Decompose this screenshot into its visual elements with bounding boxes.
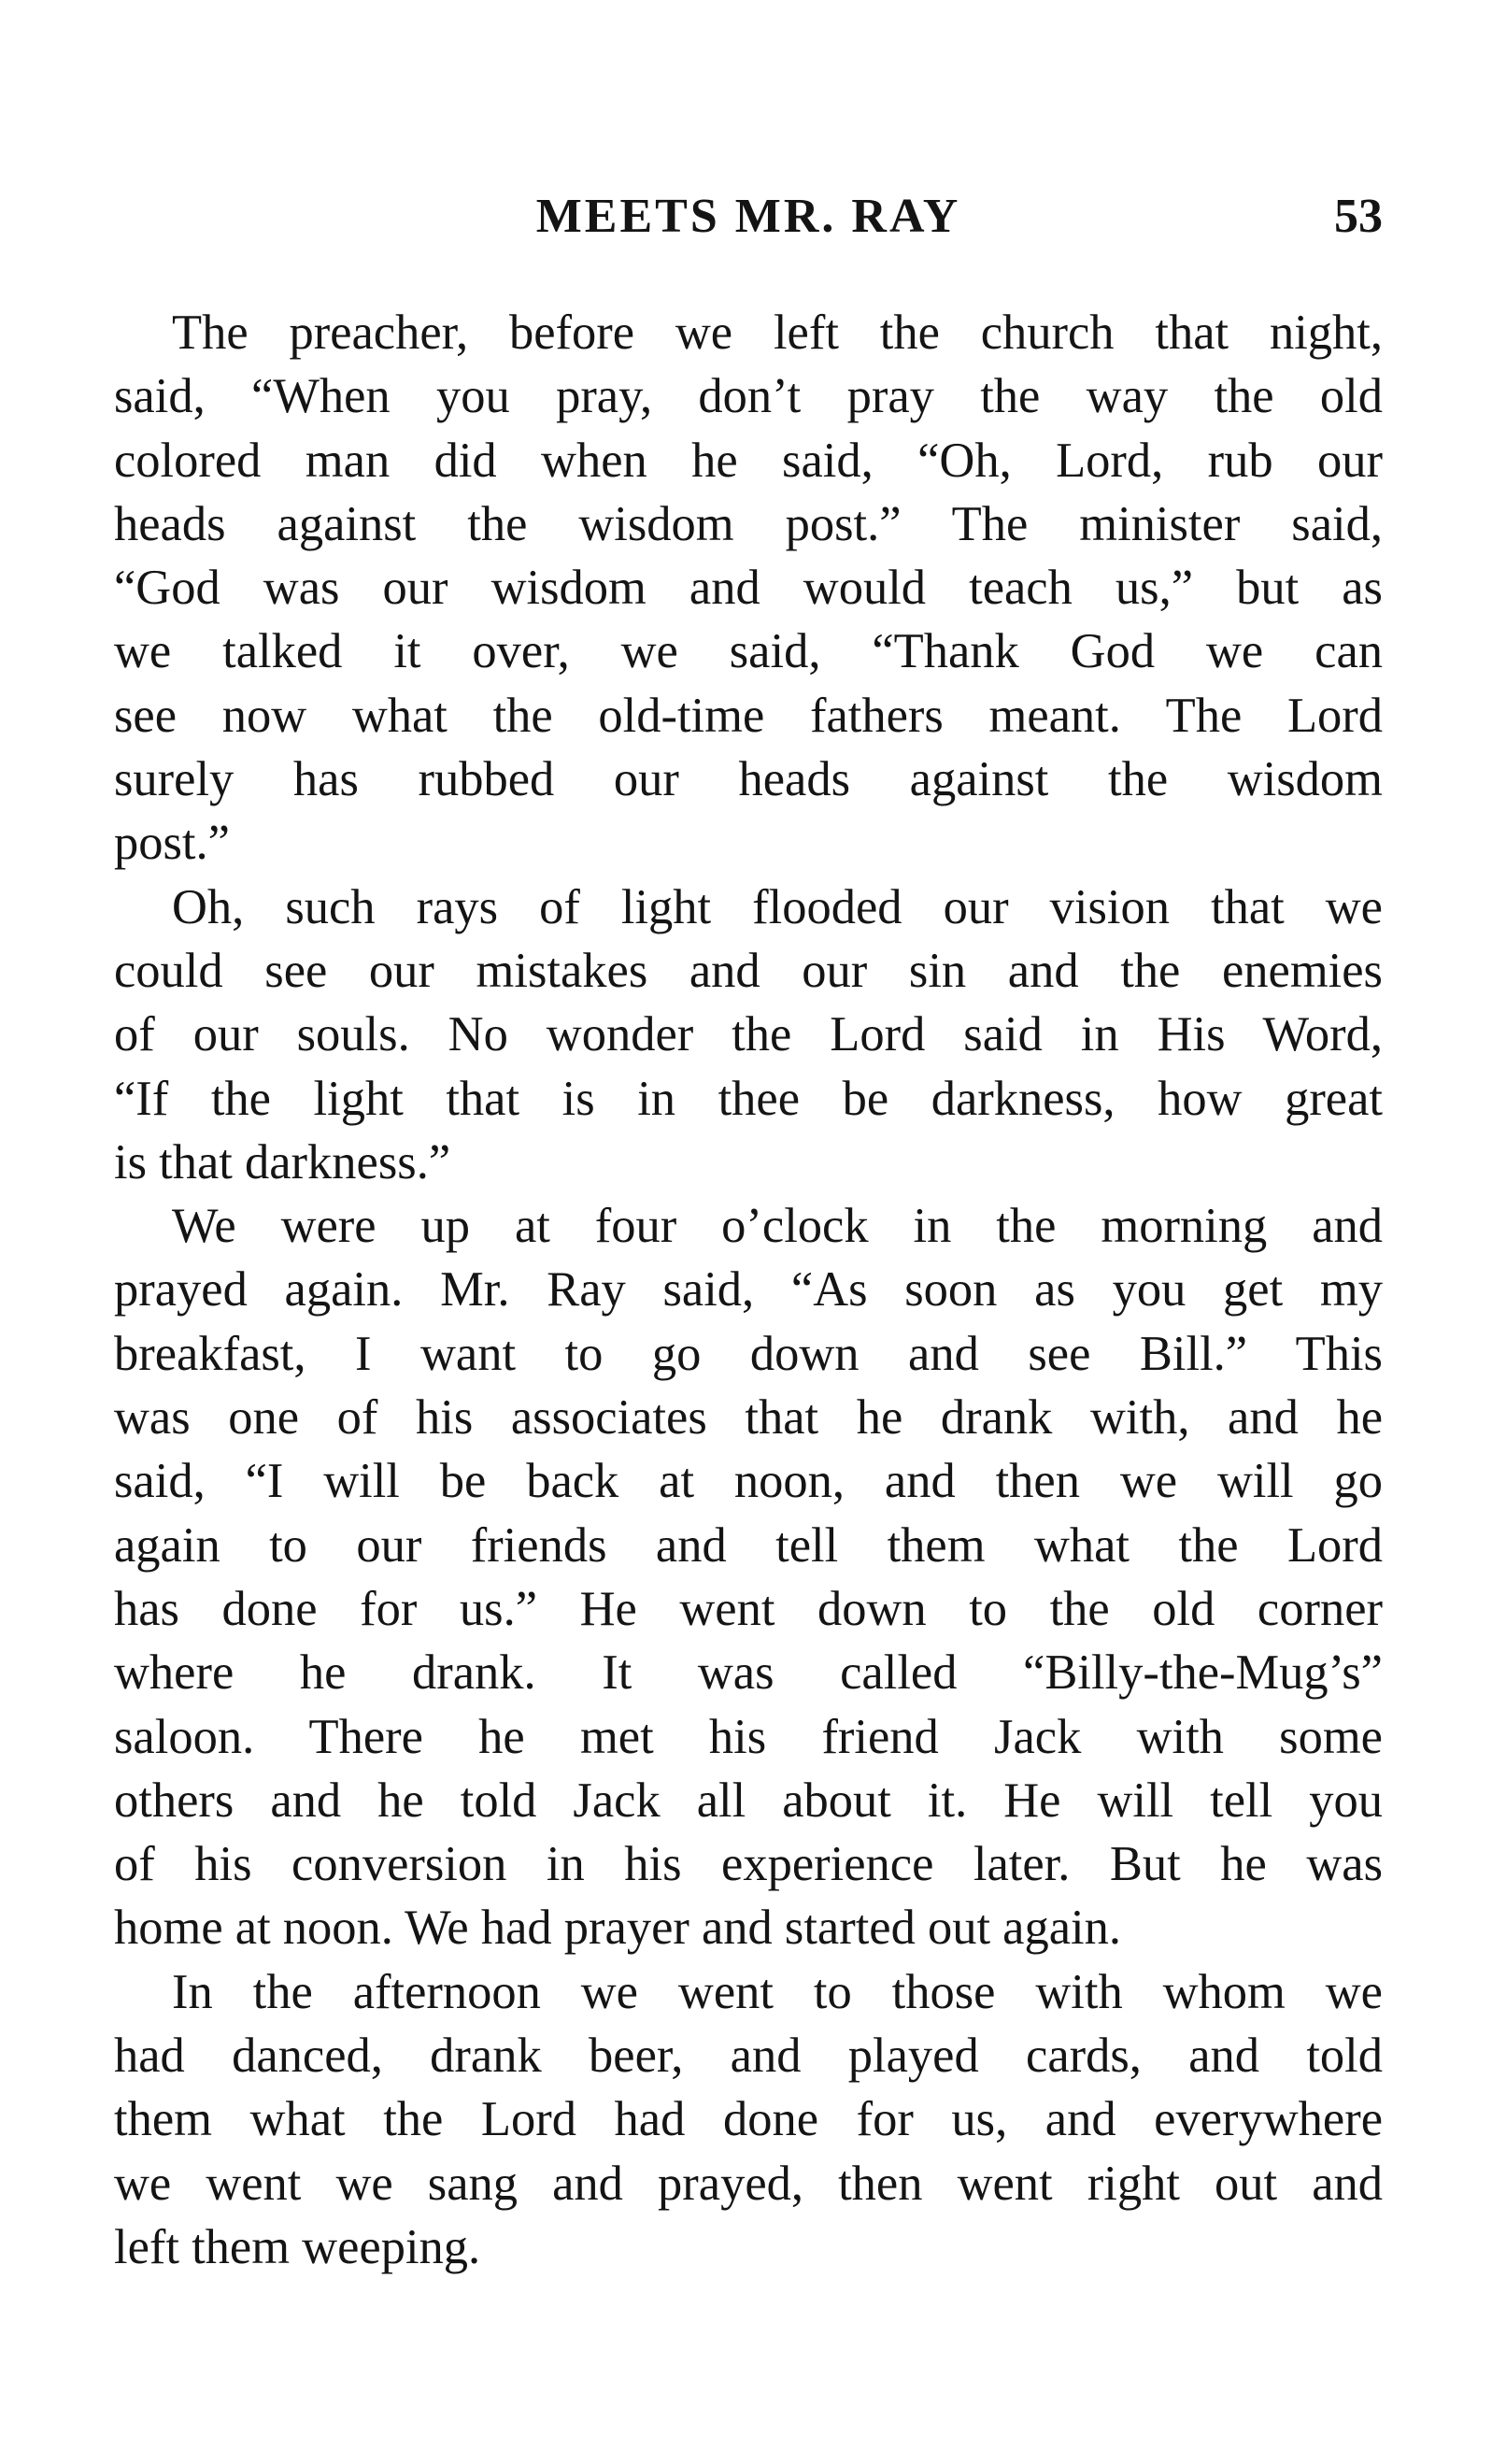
- text-line: others and he told Jack all about it. He will tell you: [114, 1773, 1383, 1828]
- text-line: colored man did when he said, “Oh, Lord, rub our: [114, 433, 1383, 488]
- text-line: had danced, drank beer, and played cards, and told: [114, 2029, 1383, 2084]
- text-line: could see our mistakes and our sin and the enemies: [114, 943, 1383, 998]
- paragraph: [114, 1960, 1383, 2279]
- text-line: home at noon. We had prayer and started out again.: [114, 1901, 1121, 1956]
- page-header: [114, 179, 1383, 254]
- text-line: In the afternoon we went to those with whom we: [172, 1964, 1383, 2019]
- text-line: we went we sang and prayed, then went right out and: [114, 2156, 1383, 2211]
- paragraph: [114, 301, 1383, 876]
- text-line: Oh, such rays of light flooded our vision that we: [172, 879, 1383, 934]
- text-line: is that darkness.”: [114, 1134, 451, 1189]
- text-line: them what the Lord had done for us, and everywhere: [114, 2092, 1383, 2147]
- paragraph: [114, 1194, 1383, 1960]
- text-line: post.”: [114, 816, 230, 871]
- text-line: saloon. There he met his friend Jack with some: [114, 1709, 1383, 1764]
- text-line: “If the light that is in thee be darkness, how great: [114, 1071, 1383, 1126]
- text-line: heads against the wisdom post.” The minister said,: [114, 496, 1383, 551]
- text-line: “God was our wisdom and would teach us,” but as: [114, 561, 1383, 616]
- text-line: surely has rubbed our heads against the wisdom: [114, 752, 1383, 807]
- text-line: left them weeping.: [114, 2219, 481, 2274]
- text-line: was one of his associates that he drank with, and he: [114, 1390, 1383, 1446]
- text-line: prayed again. Mr. Ray said, “As soon as you get my: [114, 1262, 1383, 1317]
- text-line: breakfast, I want to go down and see Bill.” This: [114, 1326, 1383, 1381]
- page-number: 53: [1334, 190, 1383, 243]
- text-line: said, “When you pray, don’t pray the way the old: [114, 369, 1383, 424]
- text-line: has done for us.” He went down to the old corner: [114, 1581, 1383, 1636]
- text-line: again to our friends and tell them what the Lord: [114, 1517, 1383, 1573]
- text-line: said, “I will be back at noon, and then we will go: [114, 1454, 1383, 1509]
- text-line: we talked it over, we said, “Thank God we can: [114, 624, 1383, 679]
- running-head: MEETS MR. RAY: [535, 190, 961, 243]
- text-line: of our souls. No wonder the Lord said in His Word,: [114, 1007, 1383, 1062]
- text-line: where he drank. It was called “Billy-the-Mug’s”: [114, 1645, 1383, 1701]
- text-line: of his conversion in his experience later. But he was: [114, 1837, 1383, 1892]
- body-text: [114, 301, 1383, 2279]
- text-line: see now what the old-time fathers meant. The Lord: [114, 688, 1383, 743]
- text-line: We were up at four o’clock in the morning and: [172, 1199, 1383, 1254]
- paragraph: [114, 876, 1383, 1194]
- text-line: The preacher, before we left the church that night,: [172, 306, 1383, 360]
